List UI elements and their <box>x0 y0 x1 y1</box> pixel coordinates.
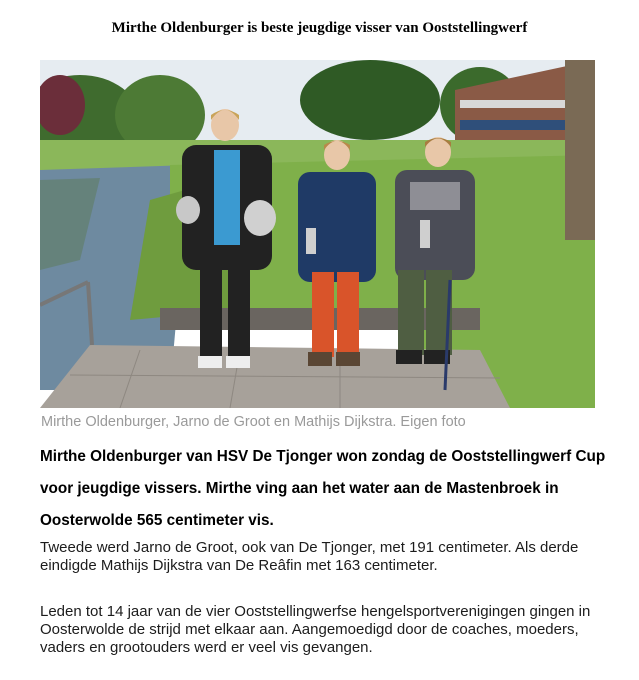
paragraph-line: vaders en grootouders werd er veel vis gevangen. <box>40 639 373 656</box>
lead-line: Oosterwolde 565 centimeter vis. <box>40 512 274 529</box>
body-paragraph-2 <box>40 603 635 657</box>
lead-line: Mirthe Oldenburger van HSV De Tjonger won zondag de Ooststellingwerf Cup <box>40 448 606 465</box>
photo-illustration <box>40 60 595 408</box>
paragraph-line: Tweede werd Jarno de Groot, ook van De Tjonger, met 191 centimeter. Als derde <box>40 539 579 556</box>
paragraph-line: Oosterwolde de strijd met elkaar aan. Aangemoedigd door de coaches, moeders, <box>40 621 579 638</box>
paragraph-line: eindigde Mathijs Dijkstra van De Reâfin met 163 centimeter. <box>40 557 438 574</box>
lead-paragraph <box>40 441 635 537</box>
lead-line: voor jeugdige vissers. Mirthe ving aan het water aan de Mastenbroek in <box>40 480 559 497</box>
paragraph-line: Leden tot 14 jaar van de vier Ooststellingwerfse hengelsportverenigingen gingen in <box>40 603 591 620</box>
article-photo <box>40 60 595 408</box>
article-title: Mirthe Oldenburger is beste jeugdige visser van Ooststellingwerf <box>111 20 528 36</box>
photo-caption: Mirthe Oldenburger, Jarno de Groot en Mathijs Dijkstra. Eigen foto <box>41 414 466 430</box>
body-paragraph-1 <box>40 539 635 575</box>
